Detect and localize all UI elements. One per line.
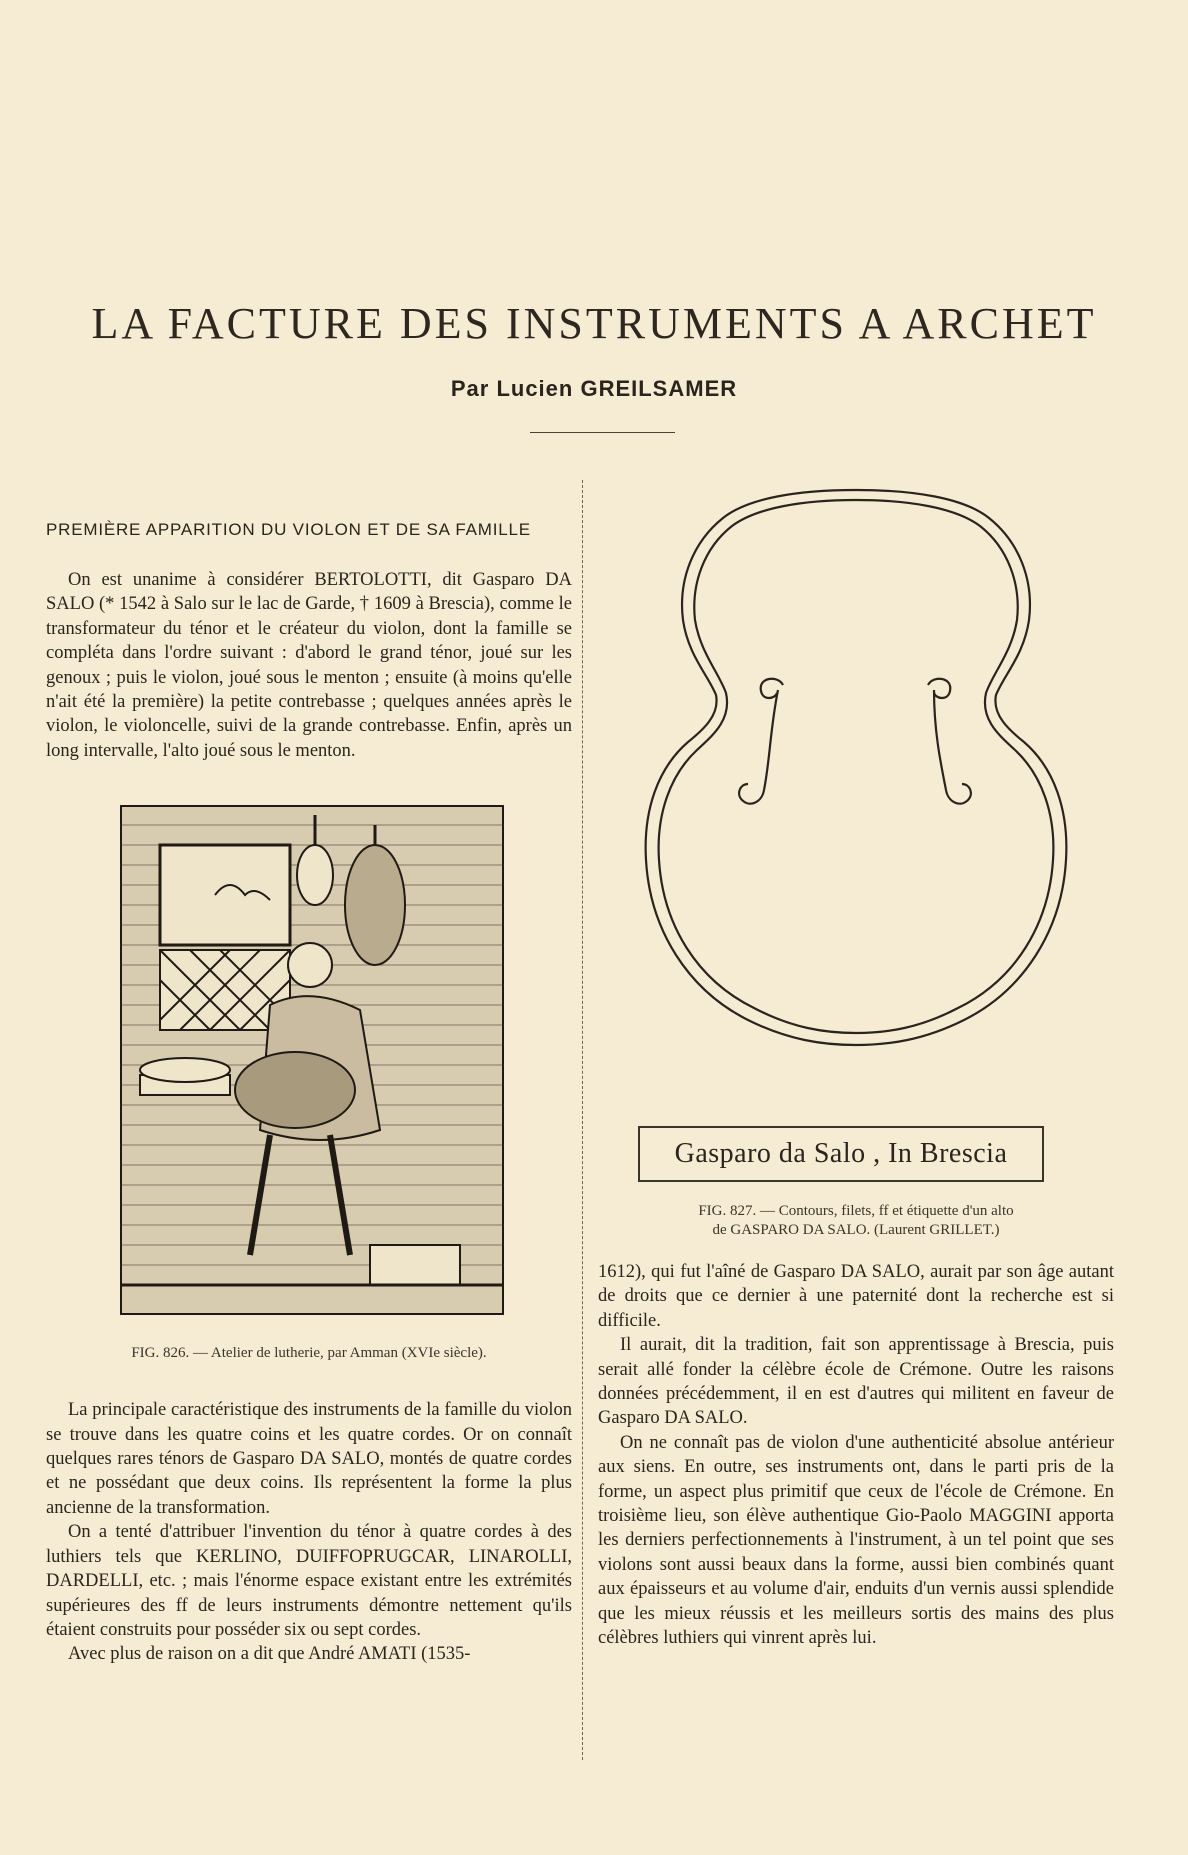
viola-outline-svg — [598, 480, 1114, 1120]
left-paragraph-4: Avec plus de raison on a dit que André AMATI (1535- — [68, 1644, 471, 1665]
right-column — [598, 480, 1114, 1649]
left-paragraph-2: La principale caractéristique des instruments de la famille du violon se trouve dans les quatre coins et les quatre cordes. Or on connaît quelques rares ténors de Gasparo DA SALO, montés de quatre cordes et ne possédant que deux coins. Ils représentent la forme la plus ancienne de la transformation. — [46, 1400, 572, 1518]
woodcut-illustration — [120, 805, 504, 1315]
article-title: LA FACTURE DES INSTRUMENTS A ARCHET — [91, 299, 1097, 348]
figure-827-caption-line-2: de GASPARO DA SALO. (Laurent GRILLET.) — [712, 1222, 1000, 1238]
right-paragraph-3: On ne connaît pas de violon d'une authenticité absolue antérieur aux siens. En outre, ses instruments ont, dans le parti pris de la forme, un aspect plus primitif que ceux de l'école de Crémone. En troisième lieu, son élève authentique Gio-Paolo MAGGINI apporta les derniers perfectionnements à l'instrument, à un tel point que ses violons sont aussi beaux dans la forme, aussi bien combinés quant aux épaisseurs et au volume d'air, enduits d'un vernis aussi splendide que les mieux réussis et les meilleurs sortis des mains des plus célèbres luthiers qui vinrent après lui. — [598, 1432, 1114, 1649]
left-paragraph-1: On est unanime à considérer BERTOLOTTI, dit Gasparo DA SALO (* 1542 à Salo sur le lac de Garde, † 1609 à Brescia), comme le transformateur du ténor et le créateur du violon, dont la famille se compléta dans l'ordre suivant : d'abord le grand ténor, joué sur les genoux ; puis le violon, joué sous le menton ; ensuite (à moins qu'elle n'ait été la première) la petite contrebasse ; quelques années après le violon, le violoncelle, suivi de la grande contrebasse. Enfin, après un long intervalle, l'alto joué sous le menton. — [46, 570, 572, 761]
article-byline: Par Lucien GREILSAMER — [450, 376, 738, 401]
viola-outline-figure — [598, 480, 1114, 1238]
section-heading: PREMIÈRE APPARITION DU VIOLON ET DE SA FAMILLE — [46, 520, 531, 539]
right-paragraph-1: 1612), qui fut l'aîné de Gasparo DA SALO, aurait par son âge autant de droits que ce dernier à une paternité dont la recherche est si difficile. — [598, 1262, 1114, 1331]
column-divider — [582, 480, 583, 1760]
figure-827-caption — [598, 1202, 1114, 1240]
right-paragraph-2: Il aurait, dit la tradition, fait son apprentissage à Brescia, puis serait allé fonder la célèbre école de Crémone. Outre les raisons données précédemment, il en est d'autres qui militent en faveur de Gasparo DA SALO. — [598, 1335, 1114, 1429]
figure-827-caption-line-1: FIG. 827. — Contours, filets, ff et étiquette d'un alto — [698, 1203, 1014, 1219]
left-paragraph-3: On a tenté d'attribuer l'invention du ténor à quatre cordes à des luthiers tels que KERLINO, DUIFFOPRUGCAR, LINAROLLI, DARDELLI, etc. ; mais l'énorme espace existant entre les extrémités supérieures des ff de leurs instruments démontre nettement qu'ils étaient construits pour posséder six ou sept cordes. — [46, 1522, 572, 1640]
right-text — [598, 1260, 1114, 1651]
woodcut-svg — [120, 805, 504, 1315]
gasparo-label: Gasparo da Salo , In Brescia — [638, 1126, 1044, 1182]
title-rule — [530, 432, 675, 433]
figure-826-caption: FIG. 826. — Atelier de lutherie, par Amman (XVIe siècle). — [131, 1345, 487, 1362]
left-column — [46, 520, 572, 1667]
